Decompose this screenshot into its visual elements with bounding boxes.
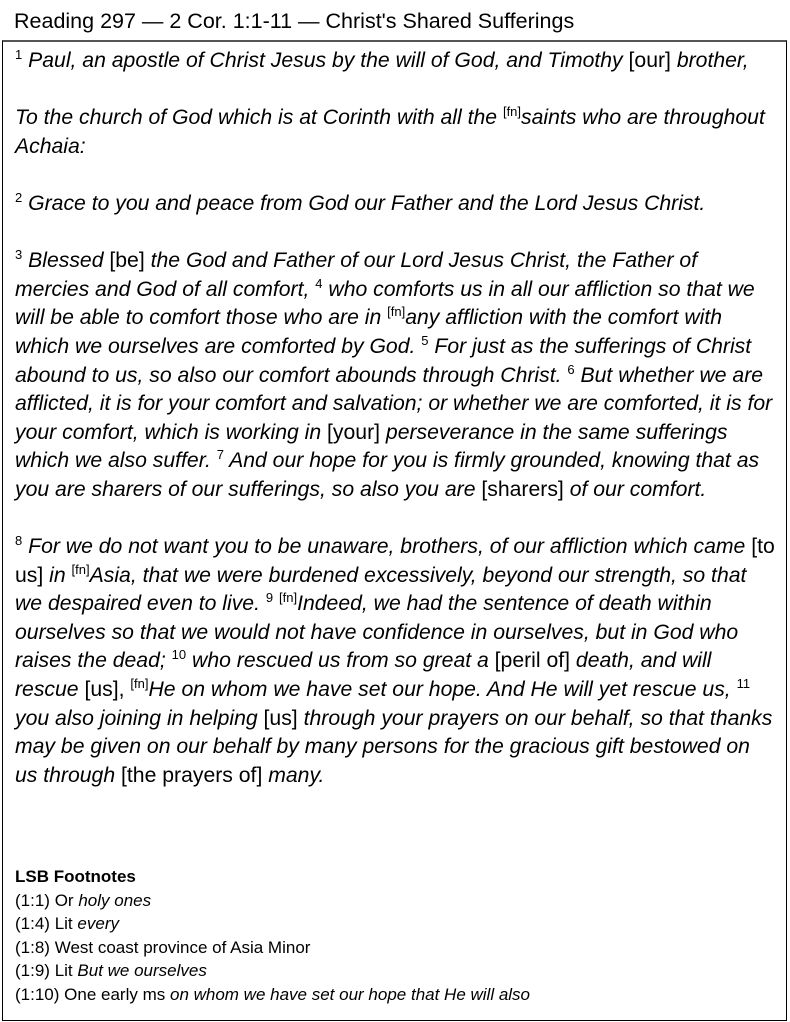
verse-number: 4 (315, 275, 323, 291)
scripture-text: Indeed, we had the sentence of death within ourselves so that we would not have confidence in ourselves, but in God who raises the dead; (15, 592, 739, 673)
scripture-text: To the church of God which is at Corinth with all the (15, 106, 503, 130)
scripture-text: who rescued us from so great a (186, 649, 495, 673)
supplied-words: [be] (109, 249, 145, 273)
supplied-words: [to us] (15, 535, 775, 587)
footnote-marker[interactable]: [fn] (387, 304, 406, 320)
footnote-ref: (1:10) (15, 984, 60, 1004)
scripture-text: death, and will rescue (15, 649, 712, 702)
scripture-text: the God and Father of our Lord Jesus Christ, the Father of mercies and God of all comfort, (15, 249, 698, 301)
footnote-text: One early ms (64, 984, 166, 1004)
footnote-marker[interactable]: [fn] (130, 676, 149, 692)
footnote-text: West coast province of Asia Minor (54, 937, 311, 957)
scripture-text: any affliction with the comfort with which we ourselves are comforted by God. (15, 306, 723, 358)
footnote-text: Lit (54, 914, 73, 933)
scripture-text: But whether we are afflicted, it is for your comfort and salvation; or whether we are comforted, it is for your comfort, which is working in (15, 363, 773, 444)
reading-title: Reading 297 — 2 Cor. 1:1-11 — Christ's Shared Sufferings (14, 9, 575, 33)
footnote-item (15, 959, 775, 983)
scripture-text: For just as the sufferings of Christ abound to us, so also our comfort abounds through Christ. (15, 334, 752, 387)
footnote-alt-reading: every (77, 914, 119, 933)
scripture-text: through your prayers on our behalf, so that thanks may be given on our behalf by many persons for the gracious gift bestowed on us through (15, 706, 773, 787)
verse-number: 3 (15, 247, 23, 263)
scripture-text: saints who are throughout Achaia: (15, 106, 765, 158)
footnote-marker[interactable]: [fn] (502, 104, 522, 120)
footnote-text: Or (54, 890, 74, 910)
verse-number: 1 (15, 47, 23, 62)
footnotes-list (15, 889, 775, 1007)
verse-number: 10 (171, 647, 187, 663)
footnote-alt-reading: on whom we have set our hope that He will also (169, 984, 531, 1004)
footnote-ref: (1:4) (15, 914, 50, 933)
footnotes-section (15, 865, 775, 1006)
verse-number: 8 (15, 533, 23, 549)
footnote-marker[interactable]: [fn] (279, 590, 298, 606)
scripture-text: in (43, 563, 72, 587)
scripture-text: perseverance in the same sufferings which we also suffer. (15, 420, 728, 473)
verse-number: 5 (421, 332, 429, 348)
footnote-alt-reading: holy ones (78, 890, 152, 910)
supplied-words: [your] (327, 420, 381, 444)
footnote-ref: (1:8) (15, 937, 50, 957)
passage-paragraph (15, 533, 777, 790)
footnote-text: Lit (54, 961, 73, 980)
passage-paragraph (15, 104, 777, 161)
verse-number: 2 (15, 189, 23, 205)
scripture-text: brother, (670, 49, 749, 72)
footnote-marker[interactable]: [fn] (71, 561, 90, 577)
scripture-text: of our comfort. (563, 477, 707, 501)
footnote-item (15, 983, 775, 1007)
scripture-text: He on whom we have set our hope. And He will yet rescue us, (148, 678, 737, 702)
scripture-text: who comforts us in all our affliction so that we will be able to comfort those who are in (15, 277, 755, 330)
supplied-words: [the prayers of] (121, 763, 263, 787)
supplied-words: [sharers] (481, 477, 564, 501)
footnotes-title: LSB Footnotes (15, 867, 136, 886)
passage-text (15, 47, 777, 819)
footnote-item (15, 889, 775, 913)
supplied-words: [our] (628, 49, 671, 72)
passage-paragraph (15, 47, 777, 76)
supplied-words: [us], (84, 678, 131, 702)
footnote-alt-reading: But we ourselves (77, 961, 207, 980)
supplied-words: [us] (263, 706, 298, 730)
footnote-item (15, 912, 775, 936)
verse-number: 7 (216, 447, 224, 463)
footnote-ref: (1:1) (15, 890, 50, 910)
scripture-text: many. (262, 763, 325, 787)
passage-box (2, 40, 787, 1021)
scripture-text: Grace to you and peace from God our Father and the Lord Jesus Christ. (22, 191, 706, 215)
scripture-text: Asia, that we were burdened excessively, beyond our strength, so that we despaired even to live. (15, 563, 747, 616)
scripture-text: you also joining in helping (15, 706, 264, 730)
scripture-text: For we do not want you to be unaware, brothers, of our affliction which came (22, 535, 752, 559)
footnote-ref: (1:9) (15, 961, 50, 980)
supplied-words: [peril of] (494, 649, 571, 673)
footnote-item (15, 936, 775, 960)
scripture-text: Paul, an apostle of Christ Jesus by the will of God, and Timothy (22, 49, 629, 72)
verse-number: 11 (736, 676, 751, 692)
verse-number: 9 (265, 590, 274, 606)
scripture-text: And our hope for you is firmly grounded, knowing that as you are sharers of our sufferings, so also you are (15, 449, 760, 501)
scripture-text: Blessed (22, 249, 110, 273)
passage-paragraph (15, 190, 777, 219)
passage-paragraph (15, 247, 777, 504)
verse-number: 6 (567, 361, 575, 377)
